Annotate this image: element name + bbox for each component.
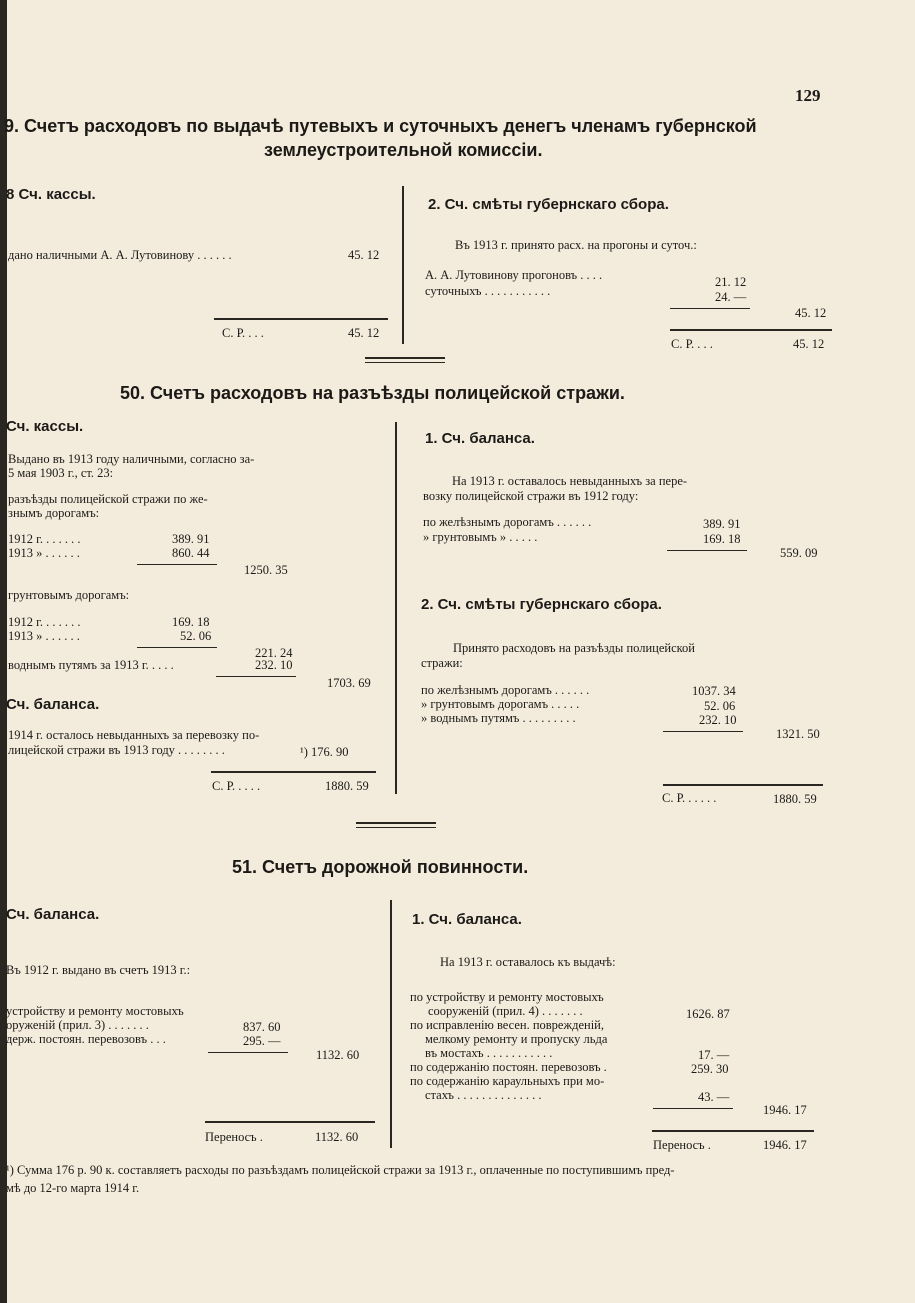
s50-left-sr-amount: 1880. 59: [325, 779, 369, 793]
s50-right-sr-amount: 1880. 59: [773, 792, 817, 806]
s49-right-total: 45. 12: [795, 306, 827, 320]
rule: [137, 564, 217, 565]
rule: [663, 731, 743, 732]
s51-right-line3: сооруженій (прил. 4) . . . . . . .: [428, 1004, 583, 1018]
s50-right-line8: » грунтовымъ дорогамъ . . . . .: [421, 697, 580, 711]
s50-left-line8: 1912 г. . . . . . .: [8, 615, 81, 629]
s51-left-heading: Сч. баланса.: [6, 906, 100, 923]
s49-right-line1: А. А. Лутовинову прогоновъ . . . .: [425, 268, 603, 282]
s50-left-line4: знымъ дорогамъ:: [8, 506, 100, 520]
rule: [670, 308, 750, 309]
s51-right-line1: На 1913 г. оставалось къ выдачѣ:: [440, 955, 616, 969]
s51-right-line8: по содержанію караульныхъ при мо-: [410, 1074, 605, 1088]
rule: [216, 676, 296, 677]
s49-right-heading: 2. Сч. смѣты губернскаго сбора.: [428, 196, 669, 213]
s51-right-line9: стахъ . . . . . . . . . . . . . .: [425, 1088, 542, 1102]
s51-left-line1: Въ 1912 г. выдано въ счетъ 1913 г.:: [6, 963, 191, 977]
s50-right-amount7: 1037. 34: [692, 684, 736, 698]
s50-right-line9: » воднымъ путямъ . . . . . . . . .: [421, 711, 576, 725]
footnote-line1: ¹) Сумма 176 р. 90 к. составляетъ расходы по разъѣздамъ полицейской стражи за 1913 г., оплаченные по поступившимъ пред-: [6, 1163, 675, 1177]
s50-left-amount9: 52. 06: [180, 629, 212, 643]
s51-right-line7: по содержанію постоян. перевозовъ .: [410, 1060, 607, 1074]
s49-right-sr-amount: 45. 12: [793, 337, 825, 351]
section-separator: [356, 822, 436, 824]
rule: [137, 647, 217, 648]
s50-right-subtotal1: 559. 09: [780, 546, 818, 560]
section-49-title-line2: землеустроительной комиссіи.: [264, 140, 543, 160]
s50-left-line9: 1913 » . . . . . .: [8, 629, 80, 643]
s51-right-line5: мелкому ремонту и пропуску льда: [425, 1032, 608, 1046]
s50-right-line4: » грунтовымъ » . . . . .: [423, 530, 538, 544]
s51-right-amount6: 17. —: [698, 1048, 730, 1062]
s50-left-amount6: 860. 44: [172, 546, 210, 560]
s51-right-line2: по устройству и ремонту мостовыхъ: [410, 990, 604, 1004]
s50-left-line5: 1912 г. . . . . . .: [8, 532, 81, 546]
s51-right-heading: 1. Сч. баланса.: [412, 911, 522, 928]
page-number: 129: [795, 86, 821, 105]
s50-right-amount8: 52. 06: [704, 699, 736, 713]
s49-left-sr: С. Р. . . .: [222, 326, 264, 340]
section-separator: [356, 827, 436, 828]
rule: [205, 1121, 375, 1123]
column-divider: [402, 186, 404, 344]
s50-left-amount12: ¹) 176. 90: [300, 745, 349, 759]
s50-left-heading: Сч. кассы.: [6, 418, 84, 435]
s51-left-line4: держ. постоян. перевозовъ . . .: [6, 1032, 166, 1046]
s51-left-subtotal1: 1132. 60: [316, 1048, 360, 1062]
s50-right-line2: возку полицейской стражи въ 1912 году:: [423, 489, 639, 503]
s51-right-subtotal1: 1946. 17: [763, 1103, 807, 1117]
s50-right-amount4: 169. 18: [703, 532, 741, 546]
s51-right-carry-amount: 1946. 17: [763, 1138, 807, 1152]
s49-right-amount2: 24. —: [715, 290, 747, 304]
s49-left-sr-amount: 45. 12: [348, 326, 380, 340]
s51-left-line3: оруженій (прил. 3) . . . . . . .: [6, 1018, 149, 1032]
rule: [652, 1130, 814, 1132]
s51-right-line4: по исправленію весен. поврежденій,: [410, 1018, 604, 1032]
s51-left-amount4: 295. —: [243, 1034, 281, 1048]
rule: [214, 318, 388, 320]
s50-left-heading2: Сч. баланса.: [6, 696, 100, 713]
s49-left-line: дано наличными А. А. Лутовинову . . . . . .: [8, 248, 232, 262]
s50-left-subtotal1: 1250. 35: [244, 563, 288, 577]
s51-right-amount9: 43. —: [698, 1090, 730, 1104]
s51-right-line6: въ мостахъ . . . . . . . . . . .: [425, 1046, 553, 1060]
s51-left-amount3: 837. 60: [243, 1020, 281, 1034]
s50-left-line1: Выдано въ 1913 году наличными, согласно за-: [8, 452, 255, 466]
s50-right-heading: 1. Сч. баланса.: [425, 430, 535, 447]
s50-left-line12: лицейской стражи въ 1913 году . . . . . . . .: [8, 743, 225, 757]
s50-left-amount5: 389. 91: [172, 532, 210, 546]
s50-left-line3: разъѣзды полицейской стражи по же-: [8, 492, 208, 506]
s50-left-line2: 5 мая 1903 г., ст. 23:: [8, 466, 114, 480]
column-divider: [390, 900, 392, 1148]
s51-left-carry-amount: 1132. 60: [315, 1130, 359, 1144]
s50-right-line1: На 1913 г. оставалось невыданныхъ за пере-: [452, 474, 688, 488]
s50-left-sr: С. Р. . . . .: [212, 779, 261, 793]
s50-left-line11: 1914 г. осталось невыданныхъ за перевозку по-: [8, 728, 260, 742]
rule: [208, 1052, 288, 1053]
s49-left-heading: 8 Сч. кассы.: [6, 186, 96, 203]
s51-right-amount3: 1626. 87: [686, 1007, 730, 1021]
s50-right-amount3: 389. 91: [703, 517, 741, 531]
s50-left-subtotal3: 1703. 69: [327, 676, 371, 690]
s50-right-line5: Принято расходовъ на разъѣзды полицейской: [453, 641, 695, 655]
section-50-title: 50. Счетъ расходовъ на разъѣзды полицейской стражи.: [120, 383, 625, 403]
s50-left-amount10: 232. 10: [255, 658, 293, 672]
s50-right-line7: по желѣзнымъ дорогамъ . . . . . .: [421, 683, 590, 697]
s50-left-subtotal2: 221. 24: [255, 646, 293, 660]
s50-right-heading2: 2. Сч. смѣты губернскаго сбора.: [421, 596, 662, 613]
s50-right-sr: С. Р. . . . . .: [662, 791, 717, 805]
s49-right-sr: С. Р. . . .: [671, 337, 713, 351]
s49-right-intro: Въ 1913 г. принято расх. на прогоны и суточ.:: [455, 238, 697, 252]
s50-right-amount9: 232. 10: [699, 713, 737, 727]
s49-left-amount: 45. 12: [348, 248, 380, 262]
s50-right-line6: стражи:: [421, 656, 463, 670]
section-separator: [365, 362, 445, 363]
s50-right-subtotal2: 1321. 50: [776, 727, 820, 741]
s50-left-amount8: 169. 18: [172, 615, 210, 629]
footnote-line2: мѣ до 12-го марта 1914 г.: [6, 1181, 140, 1195]
column-divider: [395, 422, 397, 794]
s49-right-line2: суточныхъ . . . . . . . . . . .: [425, 284, 551, 298]
s49-right-amount1: 21. 12: [715, 275, 747, 289]
rule: [667, 550, 747, 551]
rule: [670, 329, 832, 331]
section-51-title: 51. Счетъ дорожной повинности.: [232, 857, 529, 877]
s51-right-carry: Переносъ .: [653, 1138, 711, 1152]
rule: [211, 771, 376, 773]
s50-left-line10: воднымъ путямъ за 1913 г. . . . .: [8, 658, 174, 672]
s50-right-line3: по желѣзнымъ дорогамъ . . . . . .: [423, 515, 592, 529]
s51-left-line2: устройству и ремонту мостовыхъ: [6, 1004, 184, 1018]
s51-left-carry: Переносъ .: [205, 1130, 263, 1144]
rule: [663, 784, 823, 786]
s51-right-amount7: 259. 30: [691, 1062, 729, 1076]
section-separator: [365, 357, 445, 359]
section-49-title-line1: 9. Счетъ расходовъ по выдачѣ путевыхъ и суточныхъ денегъ членамъ губернской: [4, 116, 757, 136]
s50-left-line6: 1913 » . . . . . .: [8, 546, 80, 560]
rule: [653, 1108, 733, 1109]
s50-left-line7: грунтовымъ дорогамъ:: [8, 588, 130, 602]
